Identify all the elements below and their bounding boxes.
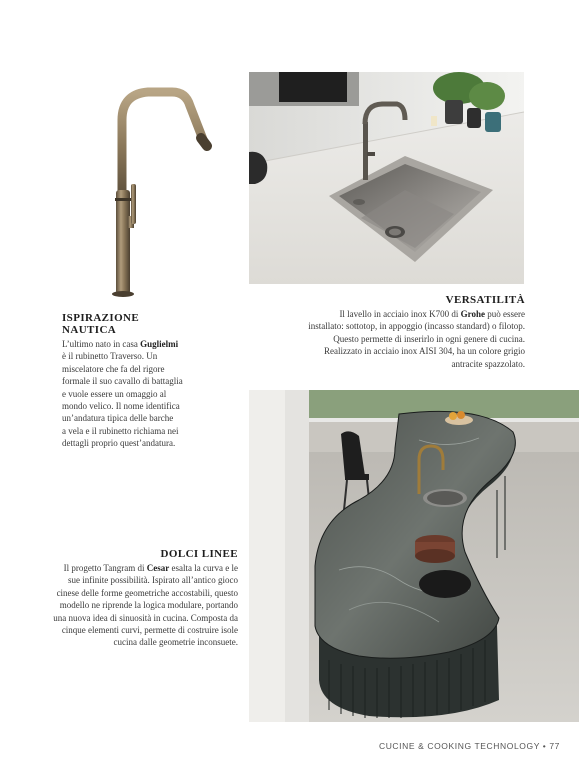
kitchen-island-photo <box>249 390 579 722</box>
article-heading: ISPIRAZIONE NAUTICA <box>62 312 140 336</box>
body-line: cinque elementi curvi, permette di costruire isole <box>61 625 238 636</box>
article-dolci-linee <box>52 548 238 649</box>
article-heading: VERSATILITÀ <box>445 294 525 306</box>
body-line: Questo permette di inserirlo in ogni genere di cucina. <box>333 333 525 344</box>
body-line: dettagli proprio quest’andatura. <box>62 438 176 449</box>
article-body <box>62 338 184 450</box>
page-footer: CUCINE & COOKING TECHNOLOGY • 77 <box>378 741 560 751</box>
body-line: a vela e il rubinetto richiama nei <box>62 425 179 436</box>
body-line: cucina dalle geometrie inconsuete. <box>113 637 238 648</box>
body-line: Il progetto Tangram di Cesar esalta la curva e le <box>63 563 238 573</box>
body-line: sue infinite possibilità. Ispirato all’antico gioco <box>68 575 238 586</box>
body-line: L’ultimo nato in casa Guglielmi <box>62 339 179 349</box>
body-line: una nuova idea di sinuosità in cucina. Composta da <box>53 612 238 623</box>
article-versatilita <box>290 294 525 370</box>
body-line: antracite spazzolato. <box>451 358 525 369</box>
body-line: installato: sottotop, in appoggio (incasso standard) o filotop. <box>308 321 525 332</box>
article-ispirazione-nautica <box>62 312 184 450</box>
article-body <box>52 562 238 649</box>
sink-photo <box>249 72 524 284</box>
body-line: e vuole essere un omaggio al <box>62 388 167 399</box>
body-line: miscelatore che fa del rigore <box>62 363 165 374</box>
article-body <box>290 308 525 370</box>
faucet-product-image <box>88 80 218 302</box>
body-line: Il lavello in acciaio inox K700 di Grohe può essere <box>339 309 525 319</box>
body-line: Realizzato in acciaio inox AISI 304, ha un colore grigio <box>324 346 525 357</box>
article-heading: DOLCI LINEE <box>160 548 238 560</box>
body-line: è il rubinetto Traverso. Un <box>62 351 158 362</box>
body-line: un’andatura tipica delle barche <box>62 413 174 424</box>
body-line: cinese delle forme geometriche accostabili, questo <box>56 587 238 598</box>
body-line: formale il suo cavallo di battaglia <box>62 376 183 387</box>
body-line: modello ne riprende la logica modulare, portando <box>59 600 238 611</box>
body-line: mondo velico. Il nome identifica <box>62 401 180 412</box>
